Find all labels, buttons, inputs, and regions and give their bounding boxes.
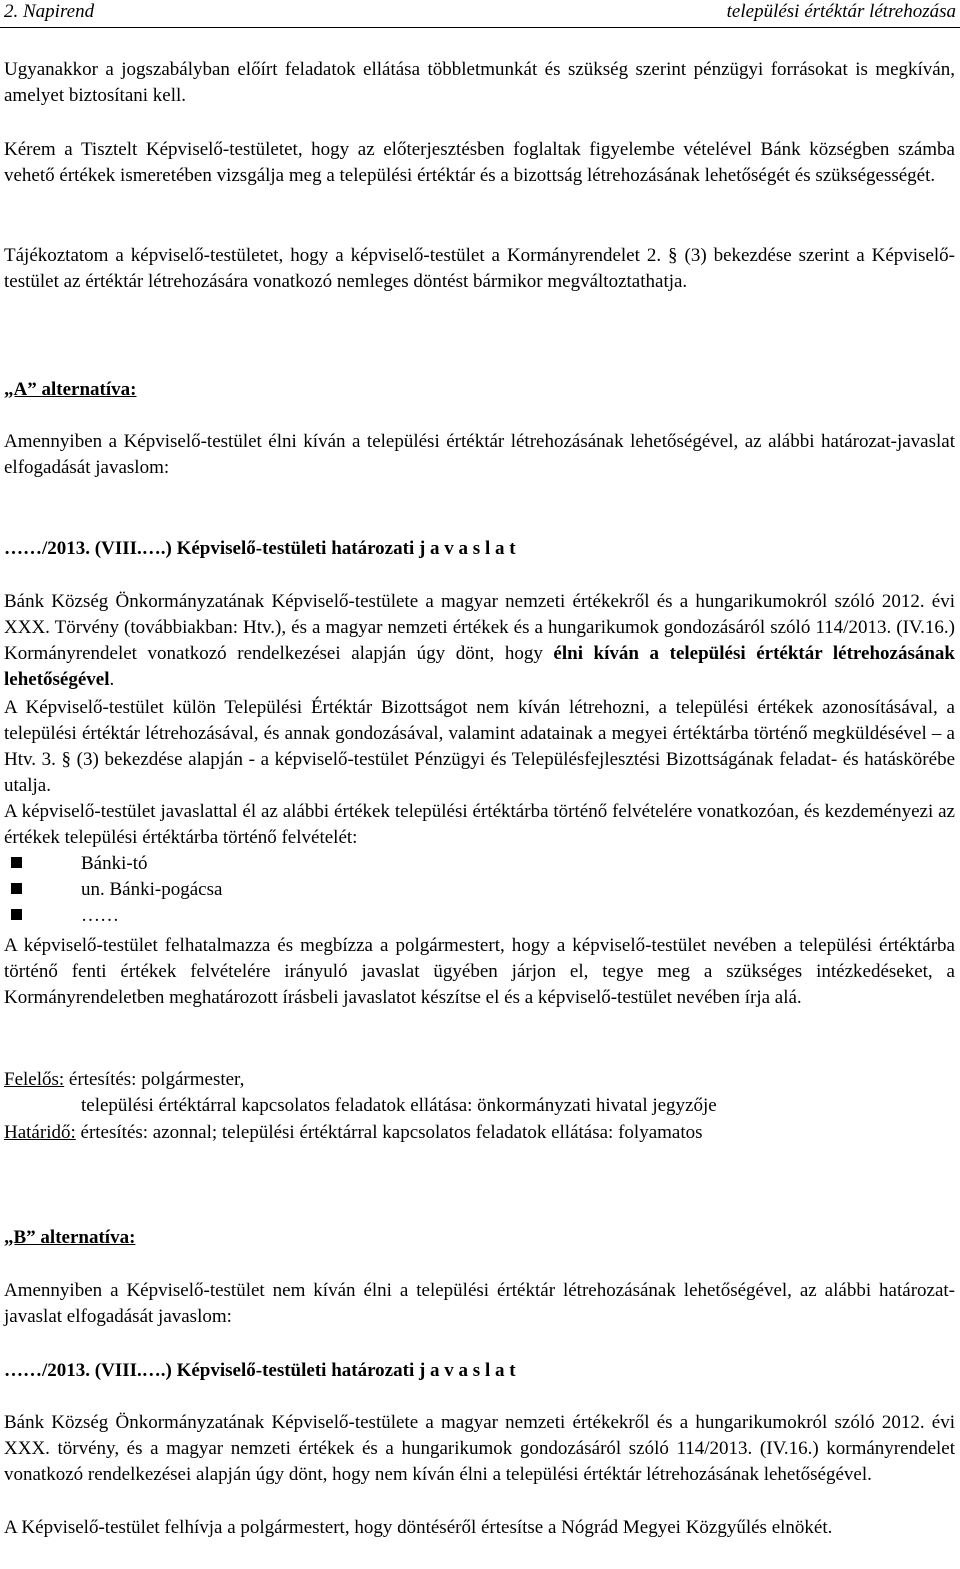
responsible-line-2: települési értéktárral kapcsolatos feladatok ellátása: önkormányzati hivatal jegyzője	[81, 1095, 717, 1116]
paragraph-information: Tájékoztatom a képviselő-testületet, hogy a képviselő-testület a Kormányrendelet 2. § (3) bekezdése szerint a Képviselő-testület az értéktár létrehozására vonatkozó nemleges döntést bármikor megváltoztathatja.	[4, 245, 955, 292]
header-topic: települési értéktár létrehozása	[726, 1, 956, 22]
deadline-line	[4, 1120, 703, 1146]
list-item: un. Bánki-pogácsa	[4, 877, 604, 903]
alternative-a-intro: Amennyiben a Képviselő-testület élni kíván a települési értéktár létrehozásának lehetőségével, az alábbi határozat-javaslat elfogadását javaslom:	[4, 431, 955, 478]
alternative-b-decision: Bánk Község Önkormányzatának Képviselő-testülete a magyar nemzeti értékekről és a hungarikumokról szóló 2012. évi XXX. törvény, és a magyar nemzeti értékek és a hungarikumok gondozásáról szóló 114/2013. (IV.16.) kormányrendelet vonatkozó rendelkezései alapján úgy dönt, hogy nem kíván élni a települési értéktár létrehozásának lehetőségével.	[4, 1412, 955, 1485]
header-agenda-item: 2. Napirend	[4, 1, 95, 22]
alternative-a-authorization: A képviselő-testület felhatalmazza és megbízza a polgármestert, hogy a képviselő-testület nevében a települési értéktárba történő fenti értékek felvételére irányuló javaslat ügyében járjon el, tegye meg a szükséges intézkedéseket, a Kormányrendeletben meghatározott írásbeli javaslatot készítse el és a képviselő-testület nevében írja alá.	[4, 935, 955, 1008]
responsible-line	[4, 1067, 244, 1093]
deadline-text: értesítés: azonnal; települési értéktárral kapcsolatos feladatok ellátása: folyamatos	[75, 1122, 703, 1143]
decision-text: Bánk Község Önkormányzatának Képviselő-testülete a magyar nemzeti értékekről és a hungarikumokról szóló 2012. évi XXX. Törvény (továbbiakban: Htv.), és a magyar nemzeti értékek és a hungarikumok gondozásáról szóló 114/2013. (IV.16.) Kormányrendelet vonatkozó rendelkezései alapján úgy dönt, hogy	[4, 591, 955, 664]
responsible-text: értesítés: polgármester,	[64, 1069, 245, 1090]
paragraph-funding: Ugyanakkor a jogszabályban előírt feladatok ellátása többletmunkát és szükség szerint pénzügyi forrásokat is megkíván, amelyet biztosítani kell.	[4, 59, 955, 106]
value-list	[4, 851, 604, 929]
alternative-b-notification: A Képviselő-testület felhívja a polgármestert, hogy döntéséről értesítse a Nógrád Megyei Közgyűlés elnökét.	[4, 1517, 833, 1538]
page-header	[0, 0, 960, 28]
decision-emphasis: élni kíván a települési értéktár létrehozásának lehetőségével	[4, 643, 955, 690]
deadline-label: Határidő:	[4, 1122, 76, 1143]
list-item: Bánki-tó	[4, 851, 604, 877]
paragraph-request: Kérem a Tisztelt Képviselő-testületet, hogy az előterjesztésben foglaltak figyelembe vételével Bánk községben számba vehető értékek ismeretében vizsgálja meg a települési értéktár és a bizottság létrehozásának lehetőségét és szükségességét.	[4, 139, 955, 186]
alternative-a-heading: „A” alternatíva:	[4, 379, 137, 400]
list-item: ……	[4, 903, 604, 929]
alternative-a-resolution-title: ……/2013. (VIII.….) Képviselő-testületi határozati j a v a s l a t	[4, 538, 516, 559]
responsible-label: Felelős:	[4, 1069, 65, 1090]
alternative-b-resolution-title: ……/2013. (VIII.….) Képviselő-testületi határozati j a v a s l a t	[4, 1360, 516, 1381]
decision-end: .	[109, 669, 115, 690]
alternative-a-committee: A Képviselő-testület külön Települési Értéktár Bizottságot nem kíván létrehozni, a települési értékek azonosításával, a települési értéktár létrehozásával, és annak gondozásával, valamint adatainak a megyei értéktárba történő megküldésével – a Htv. 3. § (3) bekezdése alapján - a képviselő-testület Pénzügyi és Településfejlesztési Bizottságának feladat- és hatáskörébe utalja.	[4, 697, 955, 796]
alternative-b-heading: „B” alternatíva:	[4, 1227, 136, 1248]
alternative-a-proposal: A képviselő-testület javaslattal él az alábbi értékek települési értéktárba történő felvételére vonatkozóan, és kezdeményezi az értékek települési értéktárba történő felvételét:	[4, 801, 955, 848]
alternative-b-intro: Amennyiben a Képviselő-testület nem kíván élni a települési értéktár létrehozásának lehetőségével, az alábbi határozat-javaslat elfogadását javaslom:	[4, 1280, 955, 1327]
alternative-a-decision	[4, 589, 955, 693]
